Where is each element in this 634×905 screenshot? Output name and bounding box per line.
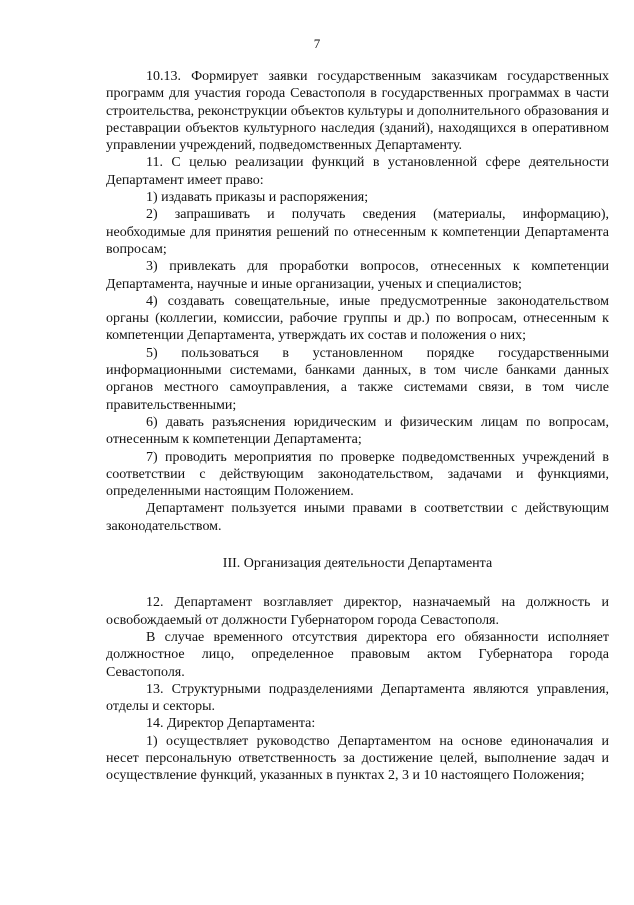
list-item-5: 5) пользоваться в установленном порядке государственными информационными системами, банками данных, в том числе банками данных органов местного самоуправления, а также системами связи, в том числе правительственными;	[106, 345, 609, 413]
list-item-7: 7) проводить мероприятия по проверке подведомственных учреждений в соответствии с действующим законодательством, задачами и функциями, определенными настоящим Положением.	[106, 449, 609, 500]
paragraph-12: 12. Департамент возглавляет директор, назначаемый на должность и освобождаемый от должности Губернатором города Севастополя.	[106, 595, 609, 628]
paragraph-14-item-1: 1) осуществляет руководство Департаментом на основе единоначалия и несет персональную ответственность за достижение целей, выполнение задач и осуществление функций, указанных в пунктах 2, 3 и 10 настоящего Положения;	[106, 733, 609, 784]
paragraph-10-13: 10.13. Формирует заявки государственным заказчикам государственных программ для участия города Севастополя в государственных программах в части строительства, реконструкции объектов культуры и дополнительного образования и реставрации объектов культурного наследия (зданий), находящихся в оперативном управлении учреждений, подведомственных Департаменту.	[106, 69, 609, 154]
document-body	[106, 68, 609, 785]
list-item-3: 3) привлекать для проработки вопросов, отнесенных к компетенции Департамента, научные и иные организации, ученых и специалистов;	[106, 259, 609, 292]
paragraph-11: 11. С целью реализации функций в установленной сфере деятельности Департамент имеет право:	[106, 155, 609, 188]
list-item-2: 2) запрашивать и получать сведения (материалы, информацию), необходимые для принятия решений по отнесенным к компетенции Департамента вопросам;	[106, 207, 609, 257]
spacer	[106, 535, 609, 555]
paragraph-other-rights: Департамент пользуется иными правами в соответствии с действующим законодательством.	[106, 501, 609, 534]
list-item-1: 1) издавать приказы и распоряжения;	[146, 190, 369, 206]
list-item-6: 6) давать разъяснения юридическим и физическим лицам по вопросам, отнесенным к компетенции Департамента;	[106, 414, 609, 448]
list-item-4: 4) создавать совещательные, иные предусмотренные законодательством органы (коллегии, комиссии, рабочие группы и др.) по вопросам, отнесенным к компетенции Департамента, утверждать их состав и положения о них;	[106, 293, 609, 344]
section-heading: III. Организация деятельности Департамента	[222, 556, 493, 572]
spacer	[106, 572, 609, 594]
paragraph-14: 14. Директор Департамента:	[146, 716, 316, 732]
paragraph-13: 13. Структурными подразделениями Департамента являются управления, отделы и секторы.	[106, 681, 609, 715]
paragraph-temporary-absence: В случае временного отсутствия директора его обязанности исполняет должностное лицо, определенное правовым актом Губернатора города Севастополя.	[106, 629, 609, 680]
page-number: 7	[313, 36, 321, 51]
